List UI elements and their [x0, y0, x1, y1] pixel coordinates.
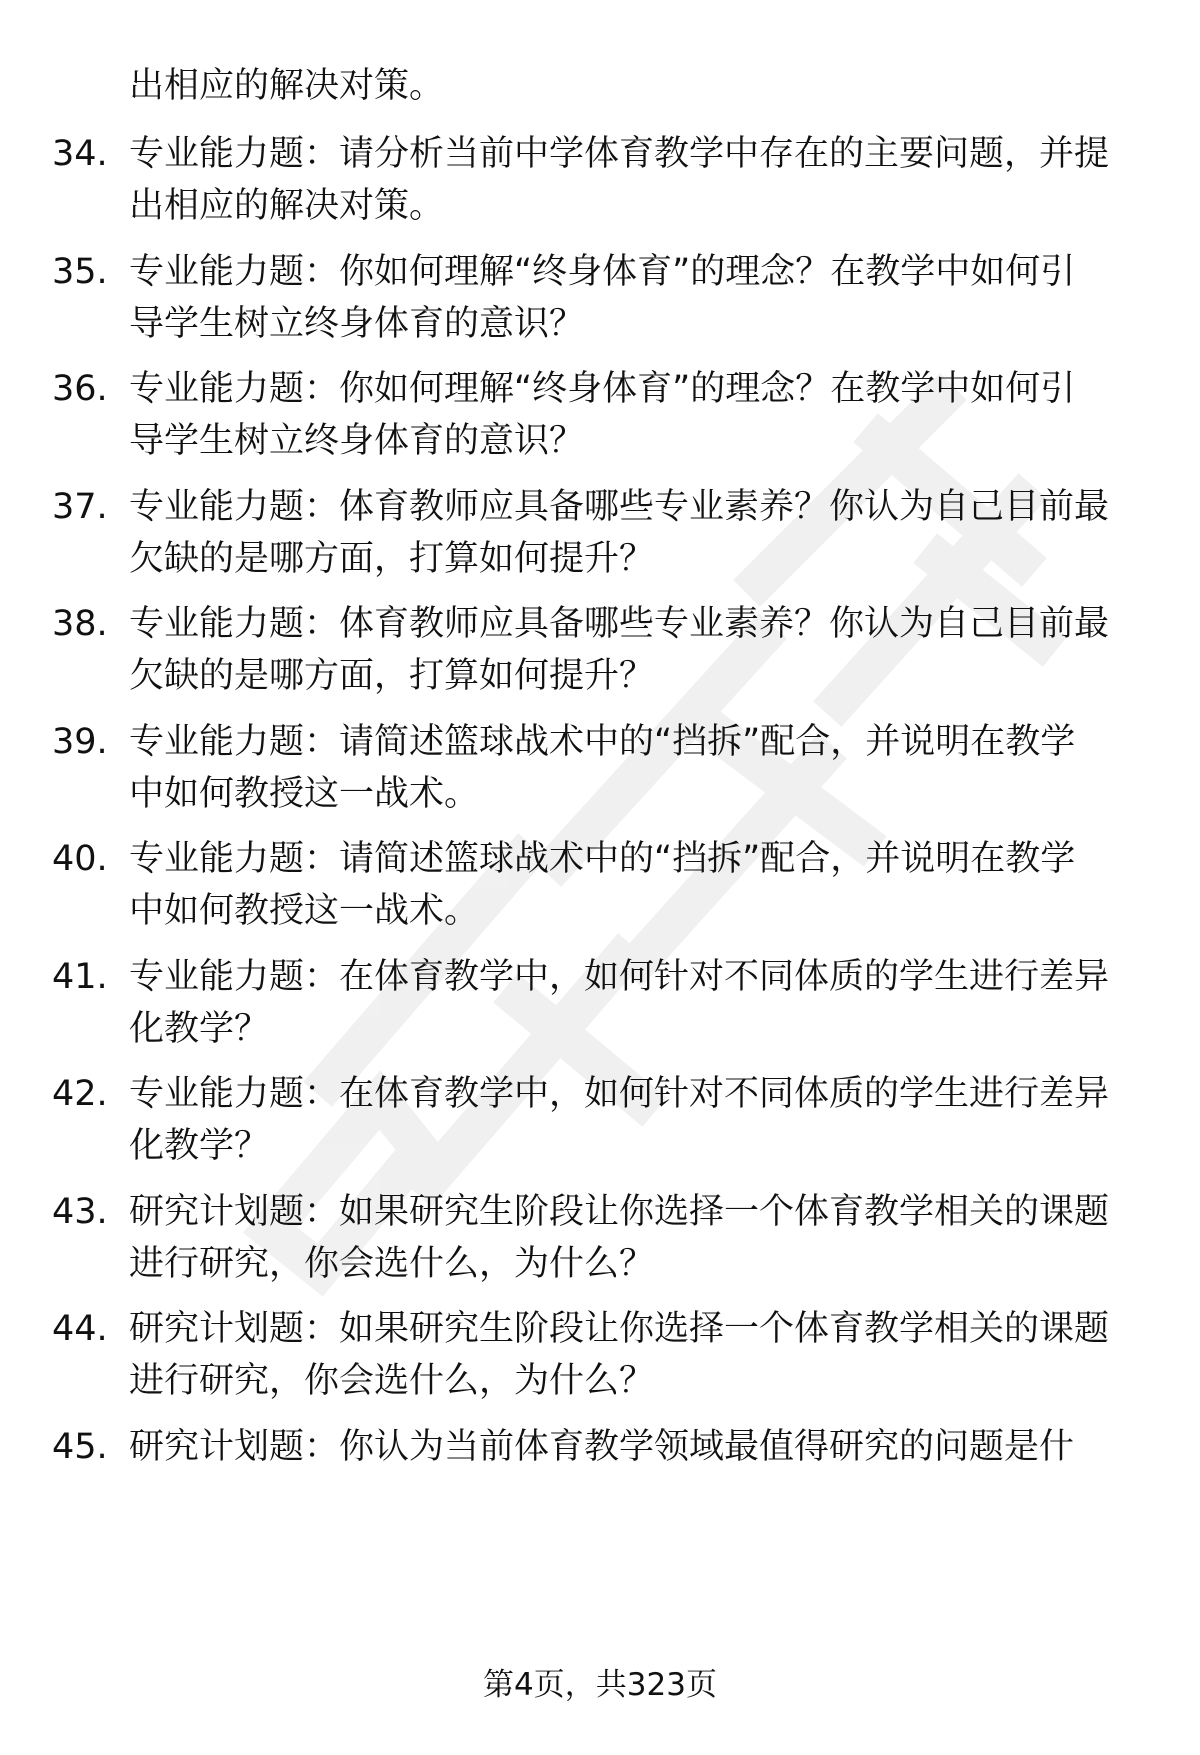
item-text-line: 化教学？ — [129, 1009, 270, 1049]
item-text-line: 中如何教授这一战术。 — [129, 891, 480, 931]
item-text-line: 专业能力题：体育教师应具备哪些专业素养？你认为自己目前最 — [129, 487, 1110, 527]
item-text-line: 专业能力题：在体育教学中，如何针对不同体质的学生进行差异 — [129, 957, 1110, 997]
item-text-line: 专业能力题：你如何理解“终身体育”的理念？在教学中如何引 — [129, 252, 1076, 292]
item-number: 45. — [52, 1427, 108, 1467]
item-number: 39. — [52, 722, 108, 762]
item-text — [129, 833, 1139, 937]
item-text — [129, 363, 1139, 467]
item-text-line: 化教学？ — [129, 1126, 270, 1166]
item-text — [129, 951, 1139, 1055]
item-text — [129, 1186, 1139, 1290]
item-number: 42. — [52, 1074, 108, 1114]
item-number: 44. — [52, 1309, 108, 1349]
item-text-line: 进行研究，你会选什么，为什么？ — [129, 1361, 655, 1401]
item-text-line: 研究计划题：你认为当前体育教学领域最值得研究的问题是什 — [129, 1427, 1075, 1467]
item-text-line: 欠缺的是哪方面，打算如何提升？ — [129, 656, 655, 696]
item-text — [129, 598, 1139, 702]
item-text-line: 专业能力题：请简述篮球战术中的“挡拆”配合，并说明在教学 — [129, 722, 1076, 762]
item-text-line: 专业能力题：你如何理解“终身体育”的理念？在教学中如何引 — [129, 369, 1076, 409]
item-text-line: 导学生树立终身体育的意识？ — [129, 421, 585, 461]
item-text — [129, 1421, 1139, 1473]
item-text-line: 导学生树立终身体育的意识？ — [129, 304, 585, 344]
item-text-line: 专业能力题：体育教师应具备哪些专业素养？你认为自己目前最 — [129, 604, 1110, 644]
item-text-line: 专业能力题：在体育教学中，如何针对不同体质的学生进行差异 — [129, 1074, 1110, 1114]
item-text-line: 研究计划题：如果研究生阶段让你选择一个体育教学相关的课题 — [129, 1309, 1110, 1349]
item-text-line: 研究计划题：如果研究生阶段让你选择一个体育教学相关的课题 — [129, 1192, 1110, 1232]
item-text — [129, 246, 1139, 350]
item-number: 41. — [52, 957, 108, 997]
item-number: 38. — [52, 604, 108, 644]
item-text-line: 专业能力题：请分析当前中学体育教学中存在的主要问题，并提 — [129, 134, 1110, 174]
item-number: 34. — [52, 134, 108, 174]
item-text-line: 欠缺的是哪方面，打算如何提升？ — [129, 539, 655, 579]
item-text — [129, 1068, 1139, 1172]
item-text — [129, 128, 1139, 232]
item-number: 37. — [52, 487, 108, 527]
continuation-line: 出相应的解决对策。 — [129, 66, 445, 106]
page-footer: 第4页，共323页 — [483, 1667, 717, 1703]
item-text-line: 中如何教授这一战术。 — [129, 774, 480, 814]
item-number: 43. — [52, 1192, 108, 1232]
item-text-line: 出相应的解决对策。 — [129, 186, 445, 226]
item-text-line: 专业能力题：请简述篮球战术中的“挡拆”配合，并说明在教学 — [129, 839, 1076, 879]
item-number: 36. — [52, 369, 108, 409]
item-number: 35. — [52, 252, 108, 292]
item-text — [129, 716, 1139, 820]
item-text — [129, 1303, 1139, 1407]
item-text — [129, 481, 1139, 585]
item-number: 40. — [52, 839, 108, 879]
item-text-line: 进行研究，你会选什么，为什么？ — [129, 1244, 655, 1284]
